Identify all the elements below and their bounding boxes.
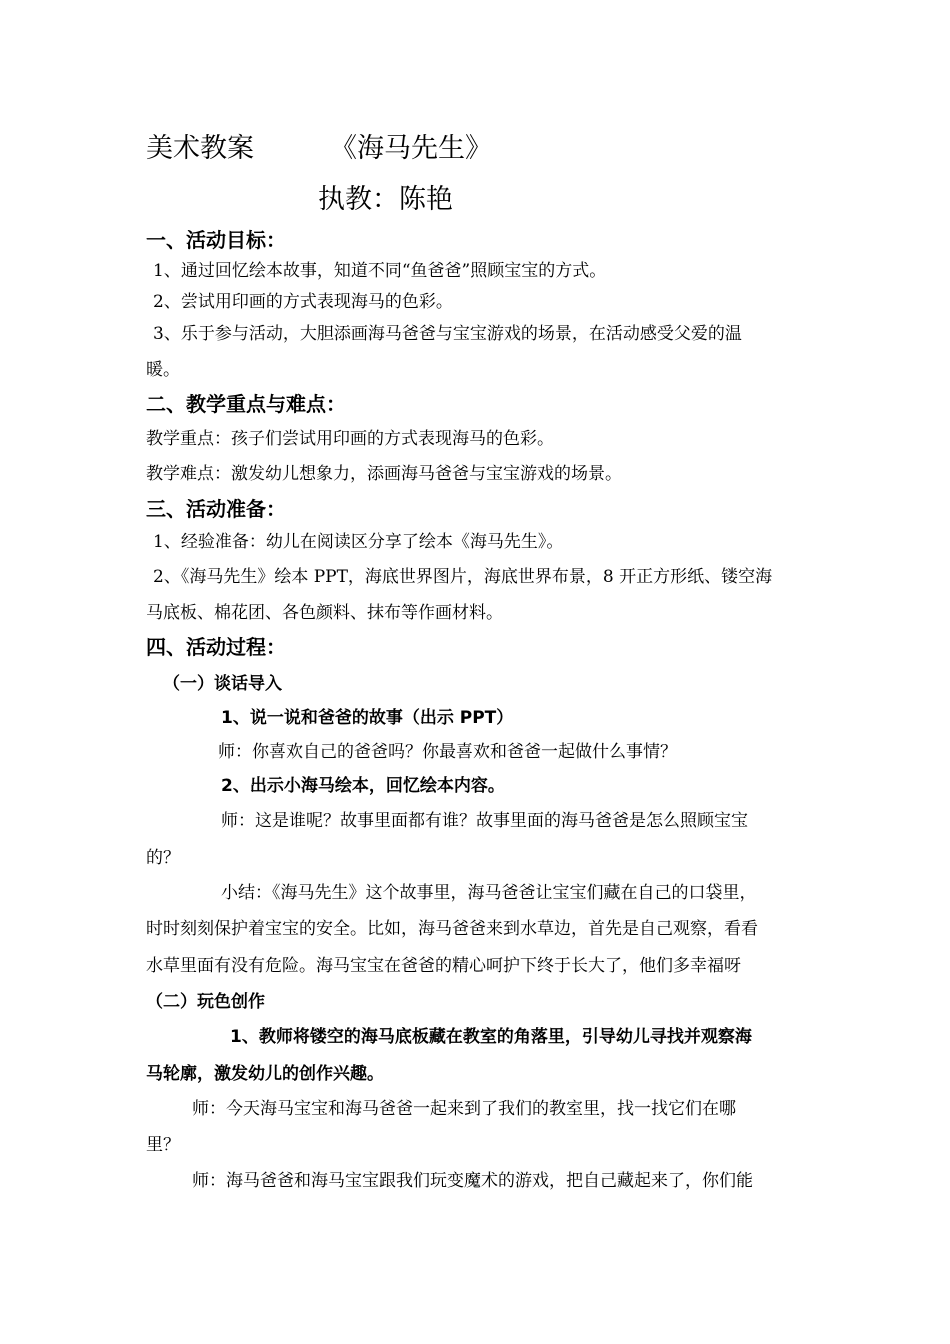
- step-heading-cont: 马轮廓，激发幼儿的创作兴趣。: [146, 1064, 384, 1084]
- goal-item: 2、尝试用印画的方式表现海马的色彩。: [153, 292, 453, 312]
- goal-item: 1、通过回忆绘本故事，知道不同“鱼爸爸”照顾宝宝的方式。: [153, 261, 607, 281]
- subsection-heading-creation: （二）玩色创作: [146, 992, 265, 1012]
- section-heading-goals: 一、活动目标：: [146, 228, 286, 252]
- key-point-item: 教学重点：孩子们尝试用印画的方式表现海马的色彩。: [146, 429, 554, 449]
- step-heading: 1、教师将镂空的海马底板藏在教室的角落里，引导幼儿寻找并观察海: [230, 1027, 752, 1047]
- subsection-heading-intro: （一）谈话导入: [163, 674, 282, 694]
- preparation-item-cont: 马底板、棉花团、各色颜料、抹布等作画材料。: [146, 603, 503, 623]
- summary-text: 水草里面有没有危险。海马宝宝在爸爸的精心呵护下终于长大了，他们多幸福呀: [146, 956, 741, 976]
- section-heading-preparation: 三、活动准备：: [146, 497, 286, 521]
- doc-title-lesson: 《海马先生》: [330, 133, 492, 164]
- teacher-question-cont: 的？: [146, 848, 180, 868]
- preparation-item: 1、经验准备：幼儿在阅读区分享了绘本《海马先生》。: [153, 532, 564, 552]
- step-heading: 1、说一说和爸爸的故事（出示 PPT）: [221, 708, 514, 728]
- doc-title-subject: 美术教案: [146, 133, 254, 164]
- summary-text: 小结：《海马先生》这个故事里，海马爸爸让宝宝们藏在自己的口袋里，: [221, 883, 757, 903]
- step-heading: 2、出示小海马绘本，回忆绘本内容。: [221, 776, 505, 796]
- teacher-question: 师：海马爸爸和海马宝宝跟我们玩变魔术的游戏，把自己藏起来了，你们能: [192, 1171, 753, 1191]
- summary-text: 时时刻刻保护着宝宝的安全。比如，海马爸爸来到水草边，首先是自己观察，看看: [146, 919, 758, 939]
- section-heading-key-points: 二、教学重点与难点：: [146, 392, 346, 416]
- goal-item: 3、乐于参与活动，大胆添画海马爸爸与宝宝游戏的场景，在活动感受父爱的温: [153, 324, 742, 344]
- key-point-item: 教学难点：激发幼儿想象力，添画海马爸爸与宝宝游戏的场景。: [146, 464, 622, 484]
- goal-item-cont: 暖。: [146, 360, 180, 380]
- doc-teacher: 执教：陈艳: [318, 184, 453, 215]
- teacher-question: 师：你喜欢自己的爸爸吗？你最喜欢和爸爸一起做什么事情？: [218, 742, 677, 762]
- teacher-question-cont: 里？: [146, 1135, 180, 1155]
- teacher-question: 师：今天海马宝宝和海马爸爸一起来到了我们的教室里，找一找它们在哪: [192, 1099, 736, 1119]
- section-heading-process: 四、活动过程：: [146, 635, 286, 659]
- teacher-question: 师：这是谁呢？故事里面都有谁？故事里面的海马爸爸是怎么照顾宝宝: [221, 811, 748, 831]
- preparation-item: 2、《海马先生》绘本 PPT，海底世界图片，海底世界布景，8 开正方形纸、镂空海: [153, 567, 773, 587]
